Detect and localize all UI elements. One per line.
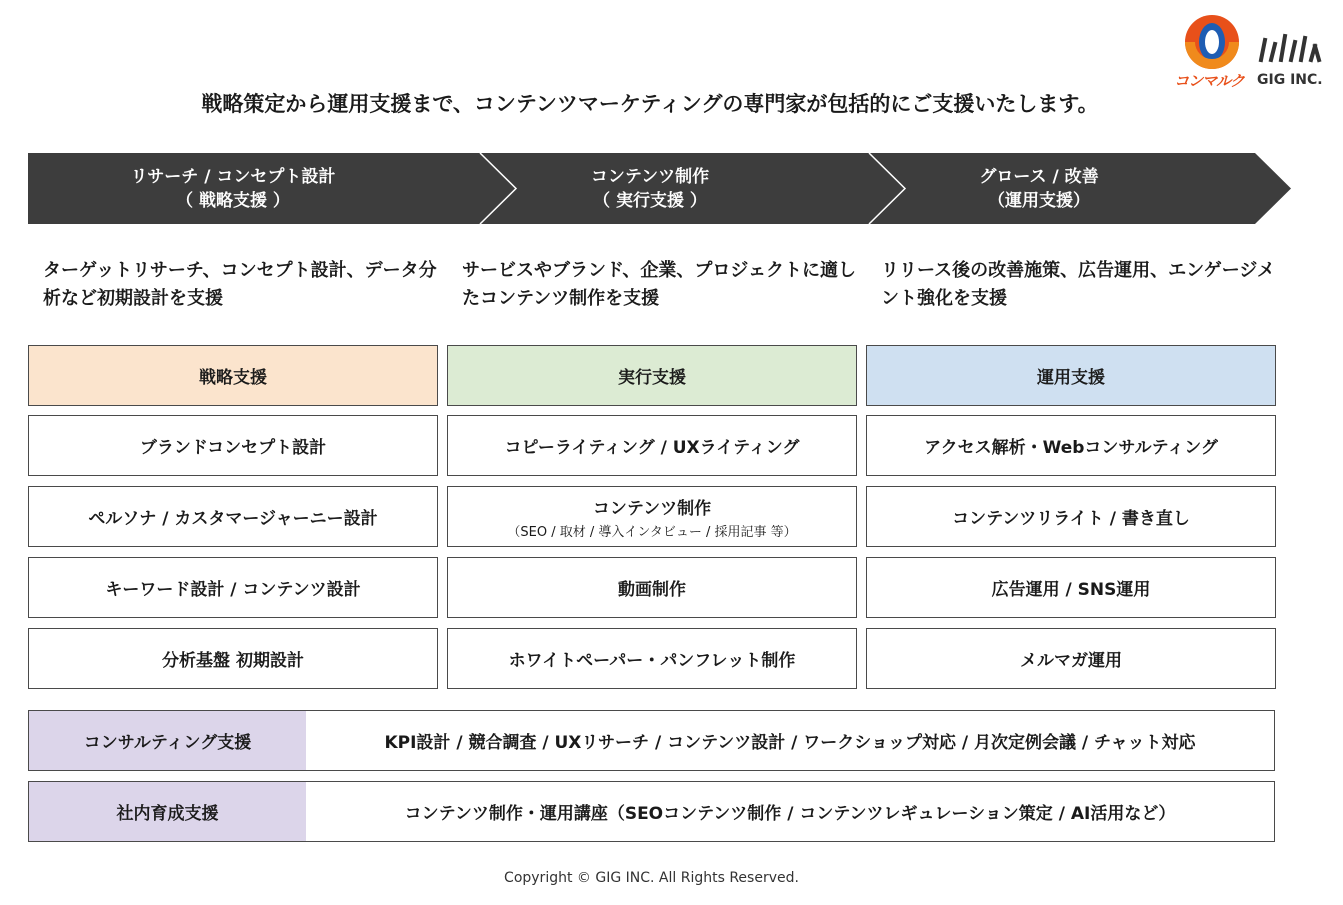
phase-title: リサーチ / コンセプト設計 [130,167,336,187]
service-item-label: 動画制作 [618,580,686,600]
service-item [447,557,857,618]
phase-title: コンテンツ制作 [590,167,710,187]
column-header-label: 戦略支援 [199,368,267,388]
phase-title: グロース / 改善 [979,167,1099,187]
gig-mark-icon [1257,32,1323,64]
service-item [28,628,438,689]
service-item [28,415,438,476]
column-header-strategy [28,345,438,406]
phase-description-research: ターゲットリサーチ、コンセプト設計、データ分析など初期設計を支援 [43,260,437,309]
service-item [447,415,857,476]
service-item-note: （SEO / 取材 / 導入インタビュー / 採用記事 等） [507,524,797,540]
konmaruku-mark-icon [1182,12,1242,72]
logo-area [1173,12,1331,92]
service-item-label: 広告運用 / SNS運用 [991,580,1151,600]
phase-band [28,153,1291,224]
service-item [866,628,1276,689]
training-support-content: コンテンツ制作・運用講座（SEOコンテンツ制作 / コンテンツレギュレーション策定 / AI活用など） [306,781,1275,842]
service-item-label: 分析基盤 初期設計 [162,651,304,671]
phase-label-research [28,165,438,213]
service-item-label: ペルソナ / カスタマージャーニー設計 [88,509,378,529]
service-item-label: コピーライティング / UXライティング [504,438,800,458]
gig-logo [1257,32,1331,92]
service-item [866,557,1276,618]
service-item-label: キーワード設計 / コンテンツ設計 [105,580,361,600]
konmaruku-logo-text: コンマルク [1174,72,1244,90]
service-item [866,415,1276,476]
konmaruku-logo [1173,12,1243,92]
service-item [28,557,438,618]
service-item-label: アクセス解析・Webコンサルティング [924,438,1218,458]
column-header-label: 運用支援 [1037,368,1105,388]
column-header-execution [447,345,857,406]
column-header-label: 実行支援 [618,368,686,388]
phase-subtitle: （運用支援） [988,191,1090,211]
service-item-label: ホワイトペーパー・パンフレット制作 [508,651,796,671]
gig-logo-text: GIG INC. [1257,72,1323,88]
page-headline: 戦略策定から運用支援まで、コンテンツマーケティングの専門家が包括的にご支援いたします。 [201,92,1099,116]
copyright-notice: Copyright © GIG INC. All Rights Reserved. [504,870,799,886]
consulting-support-content: KPI設計 / 競合調査 / UXリサーチ / コンテンツ設計 / ワークショップ対応 / 月次定例会議 / チャット対応 [306,710,1275,771]
service-item-label: コンテンツリライト / 書き直し [952,509,1190,529]
service-item [866,486,1276,547]
phase-label-production [480,165,820,213]
consulting-support-label: コンサルティング支援 [28,710,307,771]
phase-label-growth [869,165,1209,213]
phase-description-production: サービスやブランド、企業、プロジェクトに適したコンテンツ制作を支援 [462,260,857,309]
service-item-label: ブランドコンセプト設計 [139,438,327,458]
phase-subtitle: （ 戦略支援 ） [176,191,290,211]
service-item [28,486,438,547]
service-item-label: コンテンツ制作 [592,498,712,519]
service-item [447,486,857,547]
service-item [447,628,857,689]
service-item-label: メルマガ運用 [1020,651,1122,671]
phase-subtitle: （ 実行支援 ） [593,191,707,211]
column-header-operation [866,345,1276,406]
phase-description-growth: リリース後の改善施策、広告運用、エンゲージメント強化を支援 [881,260,1275,309]
training-support-label: 社内育成支援 [28,781,307,842]
